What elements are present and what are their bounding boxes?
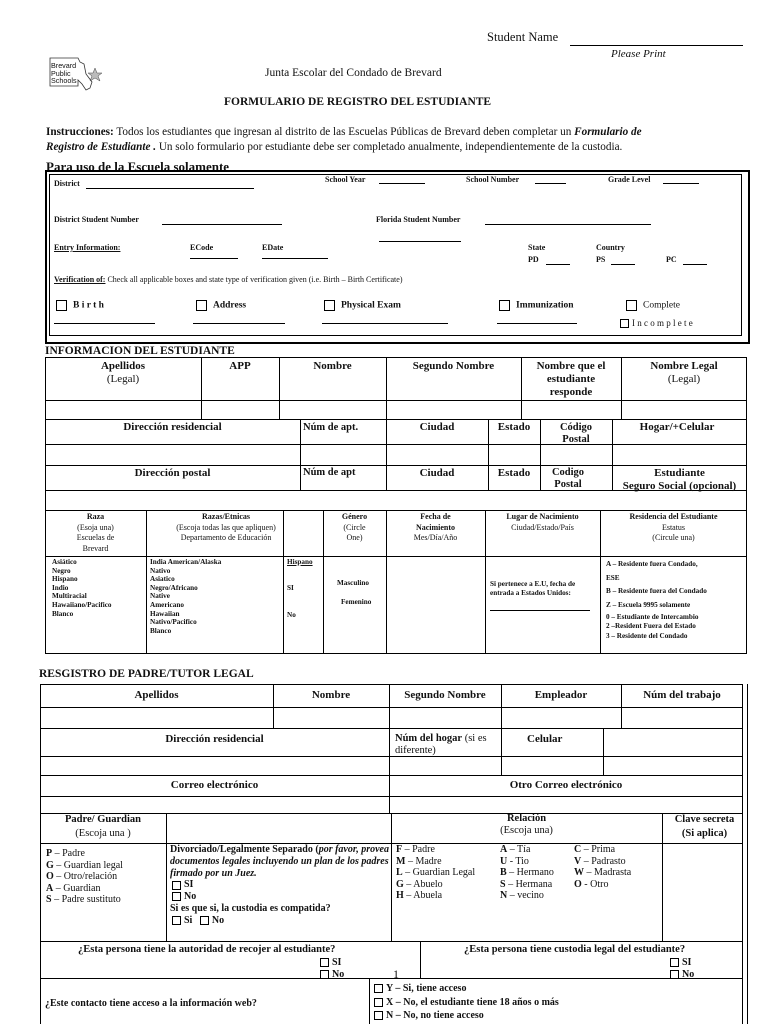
parent-nombre-header: Nombre: [311, 689, 351, 701]
correo-header: Correo electrónico: [170, 779, 259, 791]
divorced-si[interactable]: SI: [172, 879, 390, 891]
checkbox-icon: [56, 300, 67, 311]
checkbox-icon: [374, 1011, 383, 1020]
celular-header: Celular: [527, 733, 563, 745]
instructions: Instrucciones: Todos los estudiantes que ingresan al distrito de las Escuelas Públicas de Brevard deben completar un Formulario de Registro de Estudiante . Un solo formulario por estudiante debe ser completado anualmente, independientemente de la custodia.: [46, 126, 642, 153]
codigo-postal2-header: Codigo Postal: [551, 467, 585, 490]
florida-student-number-label: Florida Student Number: [376, 215, 461, 224]
checkbox-icon: [626, 300, 637, 311]
divorced-block: Divorciado/Legalmente Separado (por favor, provea documentos legales incluyendo un plan de los padres firmado por un Juez. SI No Si es que si, la custodia es compatida? Si No: [170, 844, 389, 926]
checkbox-icon: [320, 970, 329, 979]
district-student-number-field[interactable]: [162, 224, 282, 225]
razas-etnicas-header: Razas/Etnicas (Escoja todas las que apliquen) Departamento de Educación: [176, 512, 276, 542]
pickup-question: ¿Esta persona tiene la autoridad de recojer al estudiante?: [78, 944, 336, 955]
born-abroad-text: Si pertenece a E.U, fecha de entrada a Estados Unidos:: [490, 580, 576, 597]
state-label: State: [528, 243, 546, 252]
web-access-options[interactable]: Y – Si, tiene acceso X – No, el estudiante tiene 18 años o más N – No, no tiene acceso: [374, 982, 559, 1023]
edate-label: EDate: [262, 243, 284, 252]
address-checkbox[interactable]: Address: [196, 300, 246, 311]
num-apt-header: Núm de apt.: [303, 422, 359, 433]
checkbox-icon: [374, 998, 383, 1007]
hispano-label: Hispano: [287, 558, 313, 566]
ps-label: PS: [596, 255, 606, 264]
ciudad-header: Ciudad: [419, 421, 455, 433]
checkbox-icon: [374, 984, 383, 993]
brevard-logo: [48, 54, 108, 92]
custody-legal-no[interactable]: No: [670, 969, 694, 980]
direccion-postal-header: Dirección postal: [134, 467, 211, 479]
direccion-residencial-header: Dirección residencial: [123, 421, 222, 433]
residencia-options[interactable]: A – Residente fuera Condado, ESE B – Residente fuera del Condado Z – Escuela 9995 solamente: [606, 560, 707, 609]
incomplete-checkbox[interactable]: I n c o m p l e t e: [620, 318, 693, 328]
hogar-celular-header: Hogar/+Celular: [639, 421, 715, 433]
relacion-header: Relación (Escoja una): [500, 813, 553, 836]
entry-date-field[interactable]: [490, 610, 590, 611]
raza-header: Raza (Esoja una) Escuelas de Brevard: [76, 512, 115, 553]
district-student-number-label: District Student Number: [54, 215, 139, 224]
genero-header: Género (Circle One): [341, 512, 368, 542]
pickup-no[interactable]: No: [320, 969, 344, 980]
checkbox-icon: [172, 892, 181, 901]
district-field[interactable]: [86, 188, 254, 189]
ecode-field[interactable]: [190, 258, 238, 259]
checkbox-icon: [670, 970, 679, 979]
student-name-label: Student Name: [487, 30, 559, 44]
empleador-header: Empleador: [534, 689, 588, 701]
hispano-no[interactable]: No: [287, 611, 296, 619]
num-apt2-header: Núm de apt: [303, 467, 356, 478]
school-number-label: School Number: [466, 175, 520, 184]
estado2-header: Estado: [497, 467, 531, 479]
parent-segundo-nombre-header: Segundo Nombre: [404, 689, 486, 701]
checkbox-icon: [172, 916, 181, 925]
verification-text: Verification of: Check all applicable boxes and state type of verification given (i.e. Birth – Birth Certificate): [54, 275, 403, 284]
checkbox-icon: [670, 958, 679, 967]
nombre-responde-header: Nombre que el estudiante responde: [536, 360, 606, 398]
num-trabajo-header: Núm del trabajo: [643, 689, 721, 701]
relacion-options-col3[interactable]: C – Prima V – Padrasto W – Madrasta O - Otro: [574, 844, 632, 890]
checkbox-icon: [320, 958, 329, 967]
residencia-options-2[interactable]: 0 – Estudiante de Intercambio 2 –Resident Fuera del Estado 3 – Residente del Condado: [606, 613, 699, 640]
grade-level-field[interactable]: [663, 183, 699, 184]
segundo-nombre-header: Segundo Nombre: [412, 360, 495, 372]
app-header: APP: [229, 360, 251, 372]
custody-legal-question: ¿Esta persona tiene custodia legal del estudiante?: [464, 944, 686, 955]
ecode-label: ECode: [190, 243, 214, 252]
checkbox-icon: [172, 881, 181, 890]
immunization-checkbox[interactable]: Immunization: [499, 300, 574, 311]
student-info-heading: INFORMACION DEL ESTUDIANTE: [45, 345, 235, 357]
country-label: Country: [596, 243, 625, 252]
school-use-heading: Para uso de la Escuela solamente: [46, 159, 230, 174]
complete-checkbox[interactable]: Complete: [626, 300, 680, 311]
school-year-field[interactable]: [379, 183, 425, 184]
nombre-legal-header: Nombre Legal (Legal): [650, 360, 718, 385]
num-hogar-header: Núm del hogar (si es diferente): [395, 733, 487, 756]
clave-header: Clave secreta (Si aplica): [674, 814, 735, 839]
board-name: Junta Escolar del Condado de Brevard: [265, 67, 442, 79]
checkbox-icon: [499, 300, 510, 311]
divorced-no[interactable]: No: [172, 891, 390, 903]
parent-direccion-header: Dirección residencial: [165, 733, 264, 745]
pc-field[interactable]: [683, 264, 707, 265]
otro-correo-header: Otro Correo electrónico: [509, 779, 623, 791]
district-label: District: [54, 179, 80, 188]
ps-field[interactable]: [611, 264, 635, 265]
school-year-label: School Year: [325, 175, 366, 184]
residencia-header: Residencia del Estudiante Estatus (Circule una): [629, 512, 718, 542]
pd-label: PD: [528, 255, 539, 264]
entry-information-label: Entry Information:: [54, 243, 121, 252]
physical-exam-checkbox[interactable]: Physical Exam: [324, 300, 401, 311]
padre-guardian-options[interactable]: P – Padre G – Guardian legal O – Otro/relación A – Guardian S – Padre sustituto: [46, 848, 123, 906]
parent-apellidos-header: Apellidos: [134, 689, 179, 701]
parent-heading: RESGISTRO DE PADRE/TUTOR LEGAL: [39, 668, 254, 680]
page-number: 1: [393, 967, 399, 981]
florida-student-number-field[interactable]: [485, 224, 651, 225]
relacion-options-col2[interactable]: A – Tía U - Tio B – Hermano S – Hermana N – vecino: [500, 844, 554, 901]
checkbox-icon: [324, 300, 335, 311]
masculino-option[interactable]: Masculino: [337, 579, 369, 587]
logo-line: Schools: [51, 76, 77, 85]
checkbox-icon: [196, 300, 207, 311]
logo-line: Public: [51, 68, 71, 78]
logo-line: Brevard: [51, 61, 77, 70]
school-number-field[interactable]: [535, 183, 566, 184]
checkbox-icon: [620, 319, 629, 328]
grade-level-label: Grade Level: [608, 175, 651, 184]
lugar-nac-header: Lugar de Nacimiento Ciudad/Estado/País: [506, 512, 579, 532]
please-print: Please Print: [611, 48, 666, 60]
birth-checkbox[interactable]: B i r t h: [56, 300, 104, 311]
student-name-line[interactable]: [570, 45, 743, 46]
ciudad2-header: Ciudad: [419, 467, 455, 479]
pickup-si[interactable]: SI: [320, 957, 341, 968]
estado-header: Estado: [497, 421, 531, 433]
custody-shared-options[interactable]: Si No: [172, 915, 390, 927]
padre-guardian-header: Padre/ Guardian (Escoja una ): [65, 814, 141, 839]
raza-options[interactable]: Asiático Negro Hispano Indio Multiracial Hawaiiano/Pacifico Blanco: [52, 558, 112, 618]
pc-label: PC: [666, 255, 677, 264]
codigo-postal-header: Código Postal: [559, 422, 593, 445]
edate-field[interactable]: [262, 258, 328, 259]
etnicas-options[interactable]: India American/Alaska Nativo Asiatico Negro/Africano Native Americano Hawaiian Nativo/Pacifico Blanco: [150, 558, 222, 635]
hispano-si[interactable]: SI: [287, 584, 294, 592]
form-title: FORMULARIO DE REGISTRO DEL ESTUDIANTE: [224, 96, 492, 108]
nombre-header: Nombre: [313, 360, 352, 372]
femenino-option[interactable]: Femenino: [341, 598, 372, 606]
checkbox-icon: [200, 916, 209, 925]
fecha-nac-header: Fecha de Nacimiento Mes/Día/Año: [413, 512, 458, 542]
apellidos-header: Apellidos (Legal): [100, 360, 145, 385]
custody-legal-si[interactable]: SI: [670, 957, 691, 968]
seguro-social-header: Estudiante Seguro Social (opcional): [622, 467, 737, 492]
pd-field[interactable]: [546, 264, 570, 265]
relacion-options-col1[interactable]: F – Padre M – Madre L – Guardian Legal G – Abuelo H – Abuela: [396, 844, 476, 901]
web-access-question: ¿Este contacto tiene acceso a la información web?: [45, 998, 257, 1009]
